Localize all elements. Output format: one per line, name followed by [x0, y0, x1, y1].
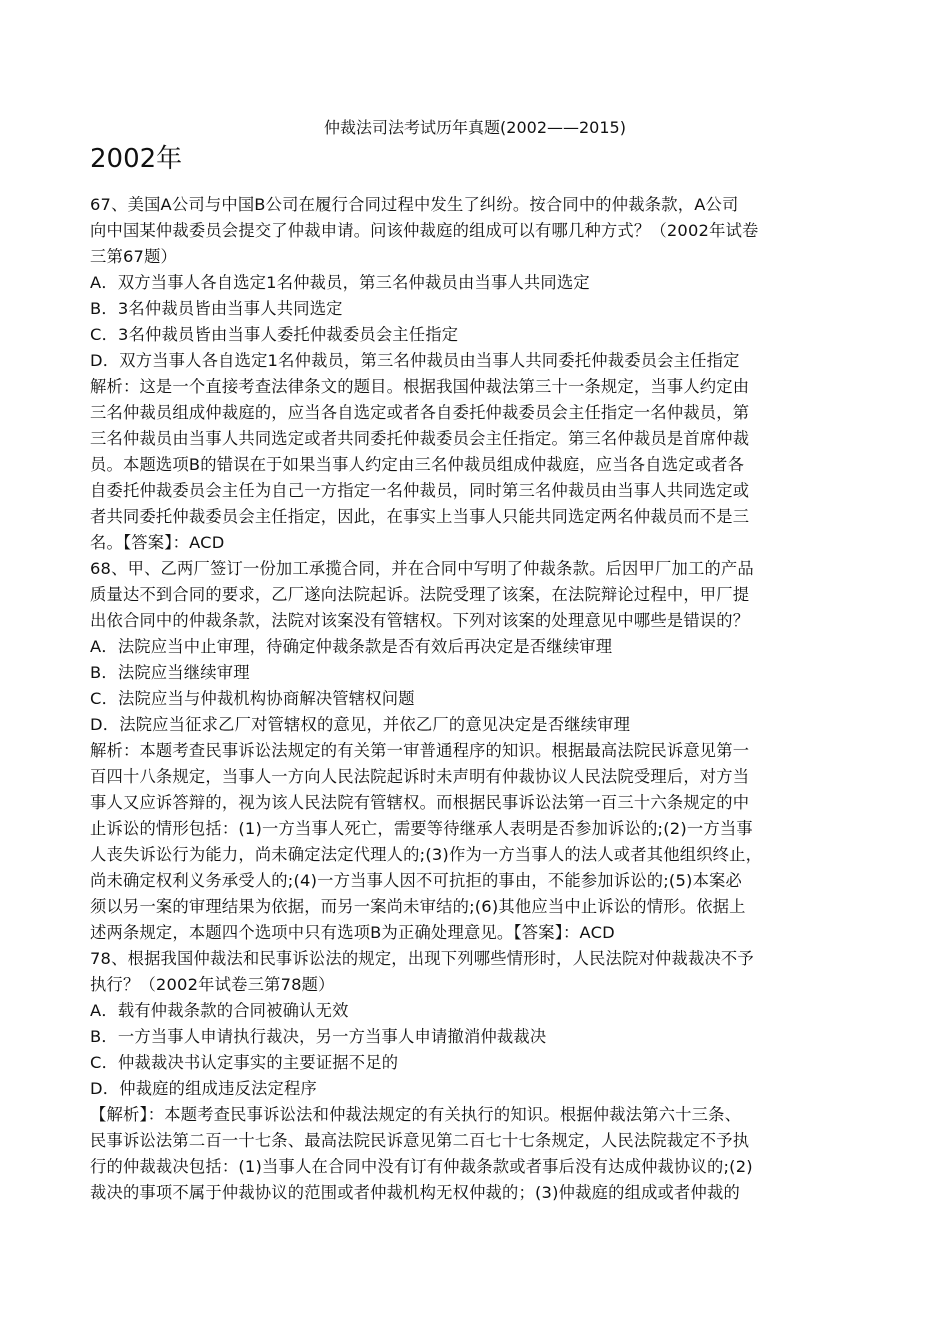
- text-line: 68、甲、乙两厂签订一份加工承揽合同，并在合同中写明了仲裁条款。后因甲厂加工的产品: [90, 559, 754, 578]
- option-c: C．法院应当与仲裁机构协商解决管辖权问题: [90, 689, 415, 708]
- text-line: 78、根据我国仲裁法和民事诉讼法的规定，出现下列哪些情形时，人民法院对仲裁裁决不予: [90, 949, 754, 968]
- text-line: 三第67题）: [90, 247, 178, 266]
- analysis-line: 解析：本题考查民事诉讼法规定的有关第一审普通程序的知识。根据最高法院民诉意见第一: [90, 741, 750, 760]
- text-line: 执行？（2002年试卷三第78题）: [90, 975, 335, 994]
- option-d: D．法院应当征求乙厂对管辖权的意见，并依乙厂的意见决定是否继续审理: [90, 715, 631, 734]
- analysis-line: 须以另一案的审理结果为依据，而另一案尚未审结的;(6)其他应当中止诉讼的情形。依据上: [90, 897, 746, 916]
- option-a: A．双方当事人各自选定1名仲裁员，第三名仲裁员由当事人共同选定: [90, 273, 590, 292]
- option-c: C．3名仲裁员皆由当事人委托仲裁委员会主任指定: [90, 325, 459, 344]
- analysis-line: 民事诉讼法第二百一十七条、最高法院民诉意见第二百七十七条规定，人民法院裁定不予执: [90, 1131, 750, 1150]
- analysis-line: 者共同委托仲裁委员会主任指定，因此，在事实上当事人只能共同选定两名仲裁员而不是三: [90, 507, 750, 526]
- analysis-line: 三名仲裁员组成仲裁庭的，应当各自选定或者各自委托仲裁委员会主任指定一名仲裁员，第: [90, 403, 750, 422]
- analysis-line: 人丧失诉讼行为能力，尚未确定法定代理人的;(3)作为一方当事人的法人或者其他组织终止，: [90, 845, 763, 864]
- analysis-line: 【解析】：本题考查民事诉讼法和仲裁法规定的有关执行的知识。根据仲裁法第六十三条、: [90, 1105, 742, 1124]
- option-b: B．法院应当继续审理: [90, 663, 250, 682]
- year-heading: 2002年: [90, 144, 183, 174]
- option-b: B．3名仲裁员皆由当事人共同选定: [90, 299, 343, 318]
- option-d: D．双方当事人各自选定1名仲裁员，第三名仲裁员由当事人共同委托仲裁委员会主任指定: [90, 351, 740, 370]
- analysis-line: 事人又应诉答辩的，视为该人民法院有管辖权。而根据民事诉讼法第一百三十六条规定的中: [90, 793, 750, 812]
- answer-line: 名。【答案】：ACD: [90, 533, 225, 552]
- analysis-line: 解析：这是一个直接考查法律条文的题目。根据我国仲裁法第三十一条规定，当事人约定由: [90, 377, 750, 396]
- analysis-line: 尚未确定权利义务承受人的;(4)一方当事人因不可抗拒的事由，不能参加诉讼的;(5)本案必: [90, 871, 743, 890]
- question-68: [90, 556, 860, 946]
- question-78: [90, 946, 860, 1206]
- question-67: [90, 192, 860, 556]
- text-line: 出依合同中的仲裁条款，法院对该案没有管辖权。下列对该案的处理意见中哪些是错误的？: [90, 611, 750, 630]
- answer-line: 述两条规定，本题四个选项中只有选项B为正确处理意见。【答案】：ACD: [90, 923, 615, 942]
- analysis-line: 止诉讼的情形包括：(1)一方当事人死亡，需要等待继承人表明是否参加诉讼的;(2)一方当事: [90, 819, 753, 838]
- option-b: B．一方当事人申请执行裁决，另一方当事人申请撤消仲裁裁决: [90, 1027, 547, 1046]
- document-title: 仲裁法司法考试历年真题(2002——2015): [324, 118, 626, 137]
- text-line: 67、美国A公司与中国B公司在履行合同过程中发生了纠纷。按合同中的仲裁条款，A公司: [90, 195, 739, 214]
- document-body: [90, 192, 860, 1206]
- analysis-line: 员。本题选项B的错误在于如果当事人约定由三名仲裁员组成仲裁庭，应当各自选定或者各: [90, 455, 745, 474]
- option-a: A．载有仲裁条款的合同被确认无效: [90, 1001, 349, 1020]
- text-line: 向中国某仲裁委员会提交了仲裁申请。问该仲裁庭的组成可以有哪几种方式？（2002年试卷: [90, 221, 759, 240]
- text-line: 质量达不到合同的要求，乙厂遂向法院起诉。法院受理了该案，在法院辩论过程中，甲厂提: [90, 585, 750, 604]
- analysis-line: 行的仲裁裁决包括：(1)当事人在合同中没有订有仲裁条款或者事后没有达成仲裁协议的;(2): [90, 1157, 753, 1176]
- option-a: A．法院应当中止审理，待确定仲裁条款是否有效后再决定是否继续审理: [90, 637, 613, 656]
- analysis-line: 三名仲裁员由当事人共同选定或者共同委托仲裁委员会主任指定。第三名仲裁员是首席仲裁: [90, 429, 750, 448]
- analysis-line: 自委托仲裁委员会主任为自己一方指定一名仲裁员，同时第三名仲裁员由当事人共同选定或: [90, 481, 750, 500]
- option-d: D．仲裁庭的组成违反法定程序: [90, 1079, 317, 1098]
- analysis-line: 百四十八条规定，当事人一方向人民法院起诉时未声明有仲裁协议人民法院受理后，对方当: [90, 767, 750, 786]
- analysis-line: 裁决的事项不属于仲裁协议的范围或者仲裁机构无权仲裁的；(3)仲裁庭的组成或者仲裁的: [90, 1183, 740, 1202]
- option-c: C．仲裁裁决书认定事实的主要证据不足的: [90, 1053, 399, 1072]
